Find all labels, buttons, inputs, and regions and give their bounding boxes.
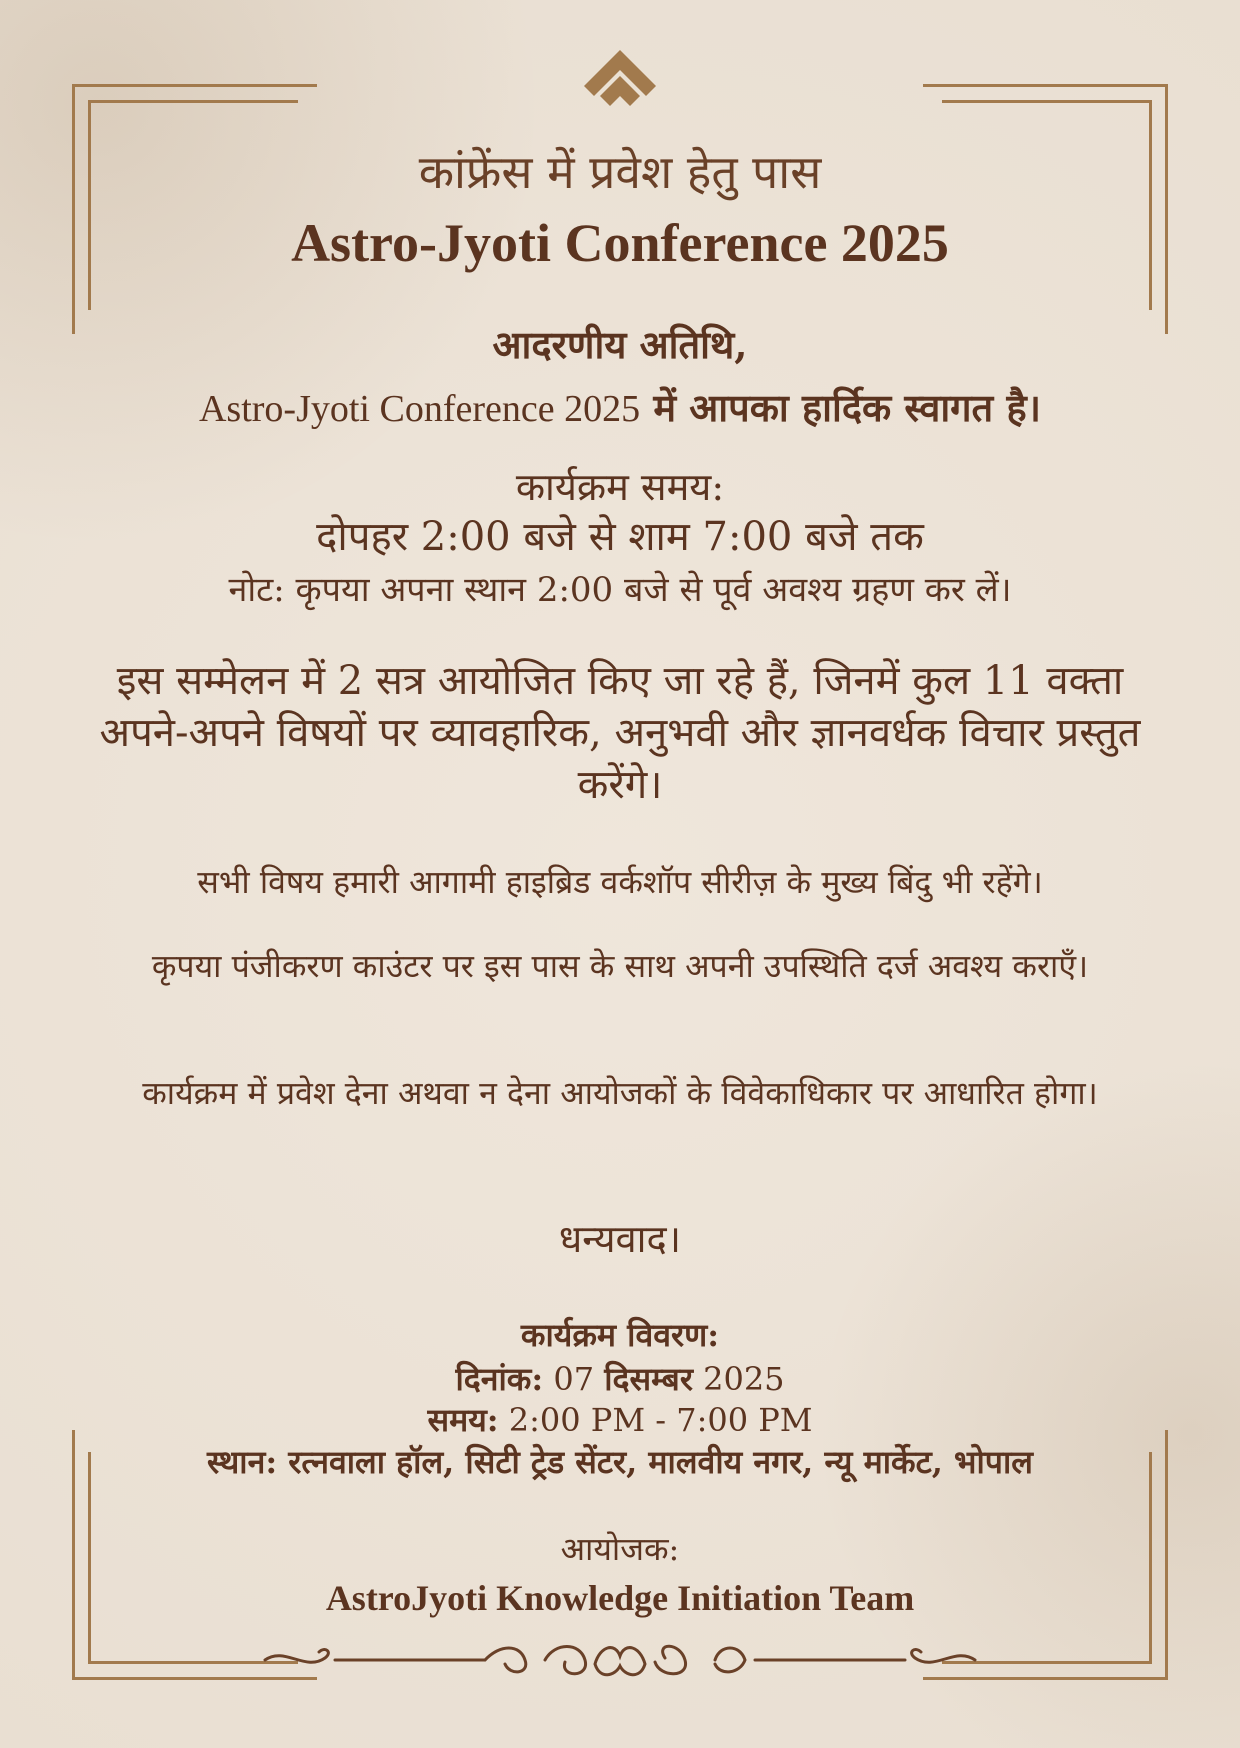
time-value: 2:00 PM - 7:00 PM bbox=[498, 1401, 813, 1439]
conference-title: Astro-Jyoti Conference 2025 bbox=[291, 213, 949, 273]
discretion-paragraph: कार्यक्रम में प्रवेश देना अथवा न देना आयोजकों के विवेकाधिकार पर आधारित होगा। bbox=[142, 1074, 1098, 1112]
workshop-paragraph: सभी विषय हमारी आगामी हाइब्रिड वर्कशॉप सीरीज़ के मुख्य बिंदु भी रहेंगे। bbox=[197, 863, 1043, 901]
frame-top-left-vertical bbox=[72, 84, 75, 334]
frame-top-right-vertical-inner bbox=[1149, 100, 1152, 310]
swirl-divider-icon bbox=[255, 1636, 985, 1686]
details-venue: स्थान: रत्नवाला हॉल, सिटी ट्रेड सेंटर, मालवीय नगर, न्यू मार्केट, भोपाल bbox=[207, 1443, 1033, 1481]
greeting-welcome bbox=[0, 381, 1240, 433]
date-day: 07 bbox=[543, 1360, 605, 1398]
time-label: समय: bbox=[427, 1401, 499, 1439]
chevron-up-logo-icon bbox=[580, 46, 660, 112]
thanks-text: धन्यवाद। bbox=[558, 1217, 682, 1261]
date-year: 2025 bbox=[692, 1360, 785, 1398]
details-time bbox=[0, 1398, 1240, 1441]
greeting-conference-name: Astro-Jyoti Conference 2025 bbox=[198, 388, 641, 430]
frame-top-left-horizontal-inner bbox=[88, 100, 298, 103]
organizer-name: AstroJyoti Knowledge Initiation Team bbox=[325, 1578, 915, 1618]
details-title: कार्यक्रम विवरण: bbox=[520, 1316, 720, 1354]
sessions-paragraph: इस सम्मेलन में 2 सत्र आयोजित किए जा रहे हैं, जिनमें कुल 11 वक्ता अपने-अपने विषयों पर व्यावहारिक, अनुभवी और ज्ञानवर्धक विचार प्रस्तुत करेंगे। bbox=[99, 658, 1141, 808]
date-month: दिसम्बर bbox=[604, 1360, 693, 1398]
frame-top-left-horizontal bbox=[72, 84, 317, 87]
greeting-welcome-text: में आपका हार्दिक स्वागत है। bbox=[640, 385, 1042, 430]
arrival-note: नोट: कृपया अपना स्थान 2:00 बजे से पूर्व अवश्य ग्रहण कर लें। bbox=[228, 570, 1012, 610]
frame-top-right-vertical bbox=[1165, 84, 1168, 334]
schedule-time: दोपहर 2:00 बजे से शाम 7:00 बजे तक bbox=[316, 514, 924, 560]
frame-top-left-vertical-inner bbox=[88, 100, 91, 310]
details-date bbox=[0, 1357, 1240, 1400]
schedule-label: कार्यक्रम समय: bbox=[515, 465, 725, 509]
date-label: दिनांक: bbox=[455, 1360, 544, 1398]
greeting-salutation: आदरणीय अतिथि, bbox=[492, 322, 748, 367]
pass-title-hindi: कांफ्रेंस में प्रवेश हेतु पास bbox=[418, 145, 822, 199]
frame-top-right-horizontal bbox=[923, 84, 1168, 87]
registration-paragraph: कृपया पंजीकरण काउंटर पर इस पास के साथ अपनी उपस्थिति दर्ज अवश्य कराएँ। bbox=[151, 947, 1089, 985]
frame-top-right-horizontal-inner bbox=[942, 100, 1152, 103]
organizer-label: आयोजक: bbox=[560, 1530, 680, 1568]
